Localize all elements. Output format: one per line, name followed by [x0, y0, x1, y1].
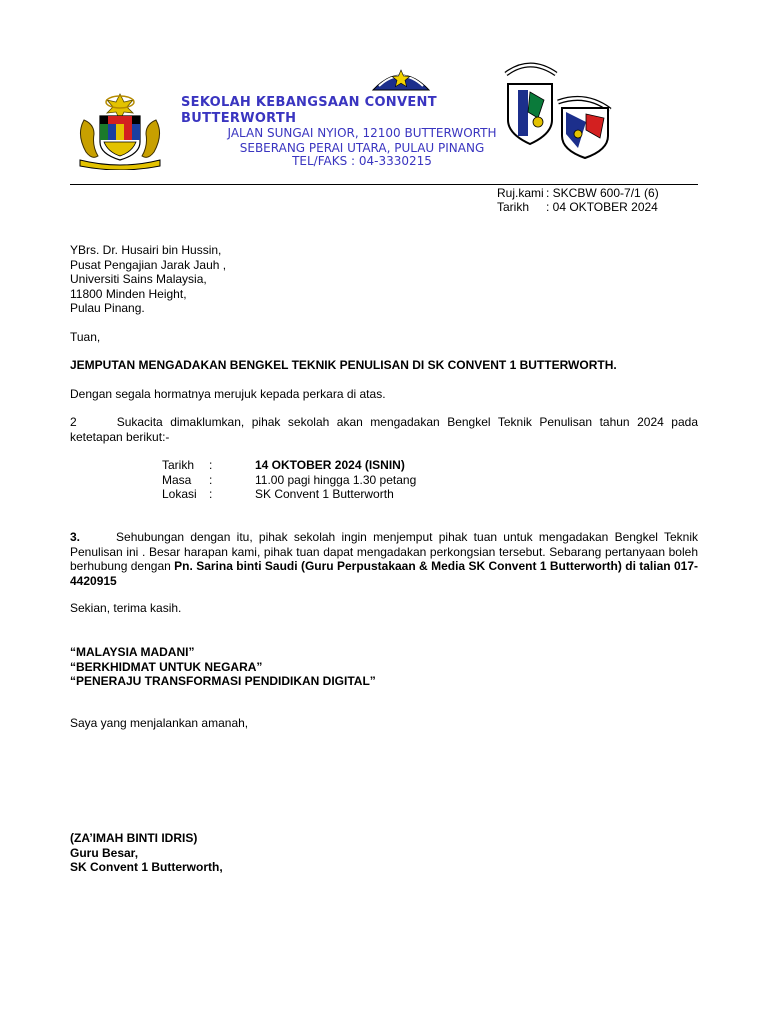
detail-value-masa: 11.00 pagi hingga 1.30 petang [255, 473, 417, 487]
paragraph-2 [70, 415, 698, 444]
detail-label-tarikh: Tarikh [162, 458, 195, 472]
paragraph-3-text: Sehubungan dengan itu, pihak sekolah ingin menjemput pihak tuan untuk mengadakan Bengkel Teknik Penulisan ini . Besar harapan kami, pihak tuan dapat mengadakan perkongsian tersebut. Sebarang pertanyaan boleh berhubung dengan [70, 530, 698, 573]
detail-sep: : [209, 473, 213, 487]
ruj-kami-label: Ruj.kami [497, 186, 544, 200]
signatory-school: SK Convent 1 Butterworth, [70, 860, 223, 874]
mottos [70, 645, 376, 689]
detail-value-tarikh: 14 OKTOBER 2024 (ISNIN) [255, 458, 405, 472]
paragraph-3 [70, 530, 698, 588]
malaysia-coat-of-arms-logo [70, 90, 170, 170]
school-crest-logo [500, 62, 620, 162]
paragraph-3-contact: Pn. Sarina binti Saudi (Guru Perpustakaan & Media SK Convent 1 Butterworth) di talian 017-4420915 [70, 559, 698, 588]
school-name-line-2: BUTTERWORTH [181, 111, 297, 126]
detail-label-lokasi: Lokasi [162, 487, 197, 501]
recipient-line: 11800 Minden Height, [70, 286, 187, 301]
tarikh-label: Tarikh [497, 200, 530, 214]
motto-line: “PENERAJU TRANSFORMASI PENDIDIKAN DIGITAL” [70, 674, 376, 688]
sign-off: Saya yang menjalankan amanah, [70, 716, 249, 730]
school-telfax: TEL/FAKS : 04-3330215 [292, 154, 432, 168]
signatory-title: Guru Besar, [70, 845, 139, 860]
tarikh-value: : 04 OKTOBER 2024 [546, 200, 658, 214]
letter-subject: JEMPUTAN MENGADAKAN BENGKEL TEKNIK PENULISAN DI SK CONVENT 1 BUTTERWORTH. [70, 358, 617, 372]
recipient-line: YBrs. Dr. Husairi bin Hussin, [70, 243, 222, 257]
school-address-line-2: SEBERANG PERAI UTARA, PULAU PINANG [239, 141, 485, 155]
salutation: Tuan, [70, 330, 101, 344]
school-name-line-1: SEKOLAH KEBANGSAAN CONVENT [181, 95, 437, 110]
recipient-line: Pusat Pengajian Jarak Jauh , [70, 257, 227, 272]
recipient-line: Universiti Sains Malaysia, [70, 272, 207, 286]
detail-sep: : [209, 487, 213, 501]
header-divider [70, 184, 698, 185]
paragraph-2-number: 2 [70, 415, 77, 429]
paragraph-1: Dengan segala hormatnya merujuk kepada perkara di atas. [70, 387, 386, 401]
motto-line: “MALAYSIA MADANI” [70, 645, 195, 659]
signatory-name: (ZA’IMAH BINTI IDRIS) [70, 831, 198, 845]
paragraph-2-text: Sukacita dimaklumkan, pihak sekolah akan mengadakan Bengkel Teknik Penulisan tahun 2024 pada ketetapan berikut:- [70, 415, 698, 444]
detail-value-lokasi: SK Convent 1 Butterworth [255, 487, 394, 501]
school-crest-small-logo [370, 64, 432, 92]
recipient-line: Pulau Pinang. [70, 301, 145, 315]
paragraph-3-number: 3. [70, 530, 81, 544]
ruj-kami-value: : SKCBW 600-7/1 (6) [546, 186, 659, 200]
detail-sep: : [209, 458, 213, 472]
school-address-line-1: JALAN SUNGAI NYIOR, 12100 BUTTERWORTH [227, 126, 497, 140]
detail-label-masa: Masa [162, 473, 192, 487]
recipient-address [70, 243, 226, 316]
signatory-block [70, 831, 223, 875]
motto-line: “BERKHIDMAT UNTUK NEGARA” [70, 659, 263, 674]
closing-remark: Sekian, terima kasih. [70, 601, 182, 615]
